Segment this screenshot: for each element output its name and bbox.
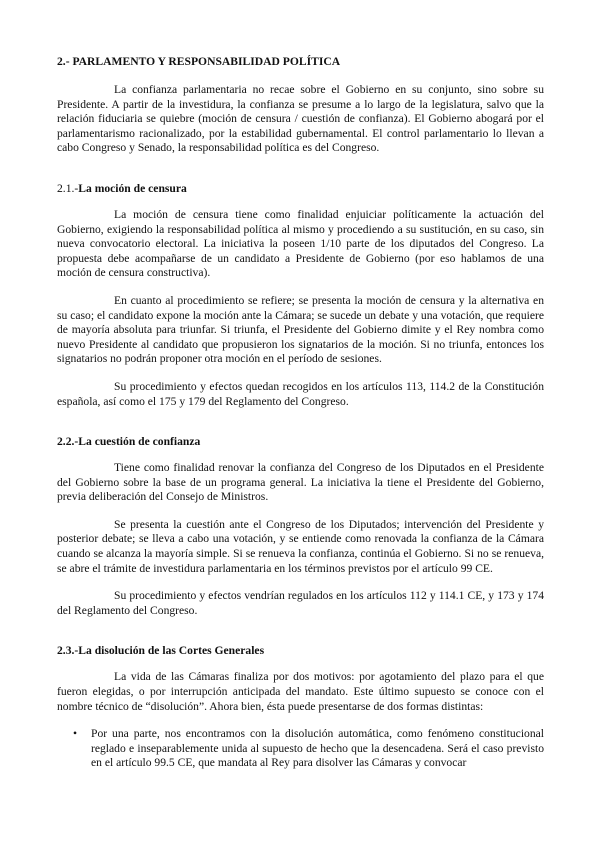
- subsection-title: La cuestión de confianza: [78, 435, 201, 449]
- paragraph: En cuanto al procedimiento se refiere; se presenta la moción de censura y la alternativa en su caso; el candidato expone la moción ante la Cámara; se sucede un debate y una votación, que requiere de mayoría absoluta para triunfar. Si triunfa, el Presidente del Gobierno dimite y el Rey nombra como nuevo Presidente al candidato que propusieron los signatarios de la moción. Si no triunfa, entonces los signatarios no podrán proponer otra moción en el período de sesiones.: [57, 293, 544, 366]
- list-item: [57, 727, 544, 771]
- subsection-heading-cuestion: [57, 434, 544, 449]
- subsection-heading-mocion: [57, 181, 544, 196]
- paragraph: Tiene como finalidad renovar la confianza del Congreso de los Diputados en el Presidente del Gobierno sobre la base de un programa general. La iniciativa la tiene el Presidente del Gobierno, previa deliberación del Consejo de Ministros.: [57, 461, 544, 504]
- paragraph: La vida de las Cámaras finaliza por dos motivos: por agotamiento del plazo para el que fueron elegidas, o por interrupción anticipada del mandato. Este último supuesto se conoce con el nombre técnico de “disolución”. Ahora bien, ésta puede presentarse de dos formas distintas:: [57, 670, 544, 713]
- bullet-icon: •: [73, 727, 78, 741]
- paragraph: Su procedimiento y efectos vendrían regulados en los artículos 112 y 114.1 CE, y 173 y 174 del Reglamento del Congreso.: [57, 589, 544, 617]
- list-item-text: Por una parte, nos encontramos con la disolución automática, como fenómeno constitucional reglado e inseparablemente unida al supuesto de hecho que la desencadena. Será el caso previsto en el artículo 99.5 CE, que mandata al Rey para disolver las Cámaras y convocar: [91, 727, 544, 770]
- paragraph: La moción de censura tiene como finalidad enjuiciar políticamente la actuación del Gobierno, exigiendo la responsabilidad política al mismo y procediendo a su sustitución, en su caso, sin nueva convocatorio electoral. La iniciativa la poseen 1/10 parte de los diputados del Congreso. La propuesta debe acompañarse de un candidato a Presidente de Gobierno (por eso hablamos de una moción de censura constructiva).: [57, 207, 544, 280]
- subsection-heading-disolucion: [57, 643, 544, 658]
- paragraph: Se presenta la cuestión ante el Congreso de los Diputados; intervención del Presidente y posterior debate; se lleva a cabo una votación, y se entiende como renovada la confianza de la Cámara cuando se alcanza la mayoría simple. Si se renueva la confianza, continúa el Gobierno. Si no se renueva, se abre el trámite de investidura parlamentaria en los términos previstos por el artículo 99 CE.: [57, 517, 544, 575]
- bullet-list: [57, 727, 544, 771]
- subsection-number: 2.2.-: [57, 435, 79, 449]
- section-title: 2.- PARLAMENTO Y RESPONSABILIDAD POLÍTICA: [57, 55, 341, 68]
- paragraph: Su procedimiento y efectos quedan recogidos en los artículos 113, 114.2 de la Constitución española, así como el 175 y 179 del Reglamento del Congreso.: [57, 379, 544, 408]
- subsection-title: La moción de censura: [78, 181, 187, 195]
- subsection-number: 2.3.-: [57, 644, 79, 658]
- subsection-title: La disolución de las Cortes Generales: [78, 644, 265, 658]
- section-intro-paragraph: La confianza parlamentaria no recae sobre el Gobierno en su conjunto, sino sobre su Presidente. A partir de la investidura, la confianza se presume a lo largo de la legislatura, salvo que la relación fiduciaria se quiebre (moción de censura / cuestión de confianza). El Gobierno abogará por el parlamentarismo racionalizado, por la estabilidad gubernamental. El control parlamentario lo llevan a cabo Congreso y Senado, la responsabilidad política es del Congreso.: [57, 83, 544, 155]
- subsection-number: 2.1.-: [57, 181, 79, 195]
